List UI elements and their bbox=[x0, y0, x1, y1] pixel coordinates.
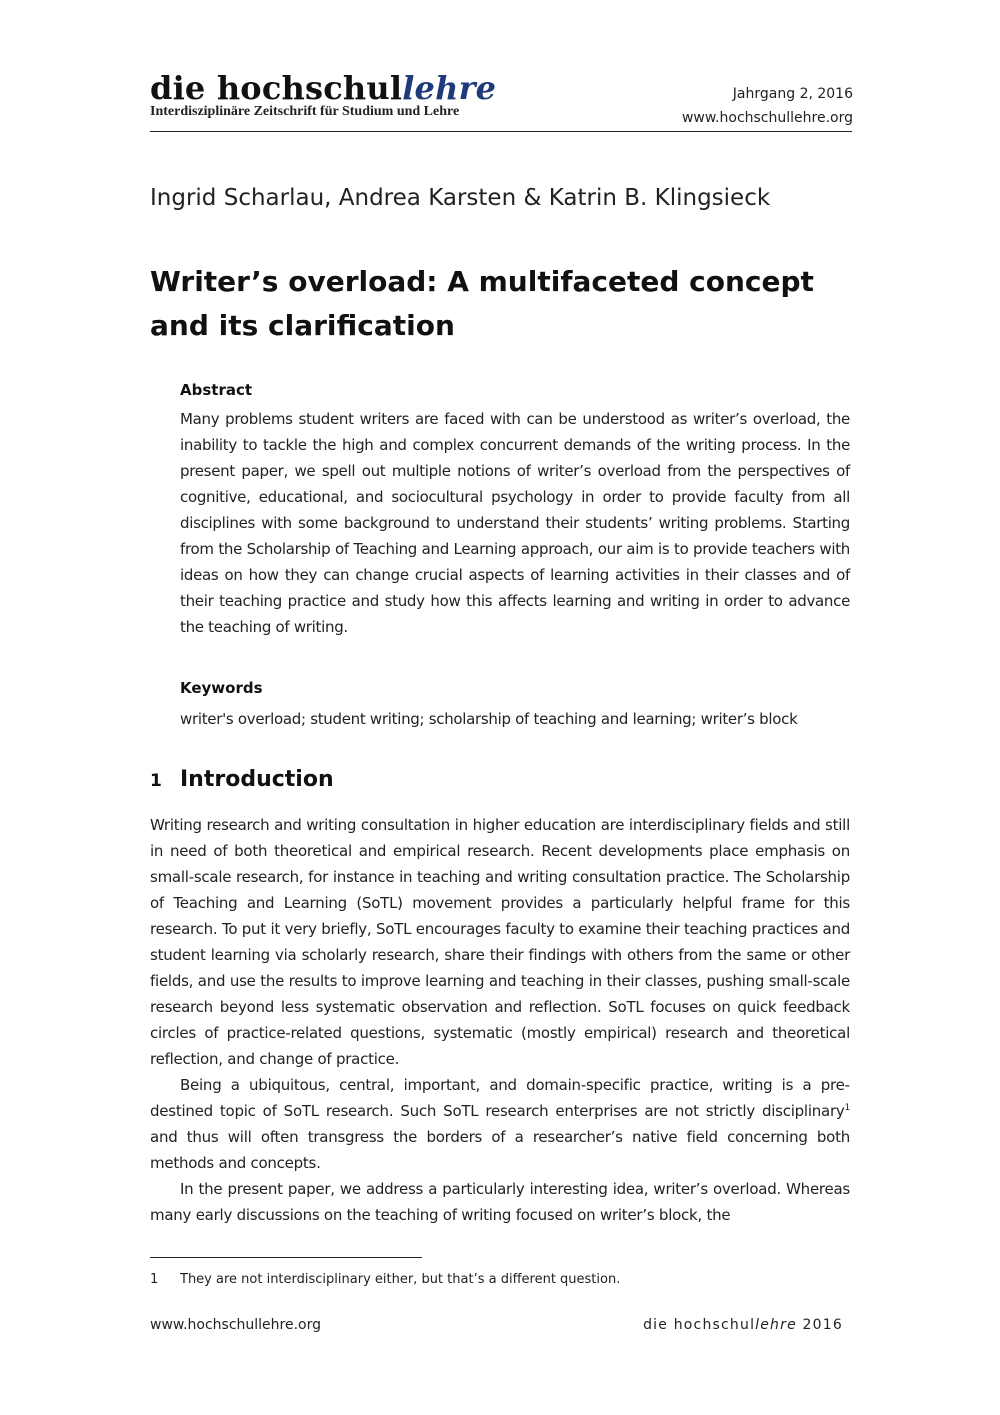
header-url: www.hochschullehre.org bbox=[681, 110, 853, 126]
keywords-heading: Keywords bbox=[180, 679, 263, 697]
footer-journal bbox=[643, 1314, 843, 1336]
abstract bbox=[180, 378, 850, 640]
journal-name-italic: lehre bbox=[402, 69, 497, 107]
footer-year: 2016 bbox=[796, 1317, 843, 1333]
footer-journal-italic: lehre bbox=[755, 1317, 797, 1333]
article-title: Writer’s overload: A multifaceted concept and its clarification bbox=[150, 265, 814, 342]
journal-subtitle: Interdisziplinäre Zeitschrift für Studium und Lehre bbox=[150, 104, 460, 119]
journal-masthead bbox=[150, 70, 496, 120]
footnote-number: 1 bbox=[150, 1272, 159, 1287]
paragraph-text: Being a ubiquitous, central, important, and domain-specific practice, writing is a predestined topic of SoTL research. Such SoTL research enterprises are not strictly disciplinary bbox=[150, 1076, 850, 1120]
footer-journal-plain: die hochschul bbox=[643, 1317, 756, 1333]
paragraph: In the present paper, we address a particularly interesting idea, writer’s overload. Whereas many early discussions on the teaching of writing focused on writer’s block, the bbox=[150, 1180, 850, 1224]
body-text bbox=[150, 812, 850, 1228]
footnote-text: They are not interdisciplinary either, but that’s a different question. bbox=[180, 1272, 621, 1287]
section-heading bbox=[150, 764, 334, 797]
authors: Ingrid Scharlau, Andrea Karsten & Katrin B. Klingsieck bbox=[150, 185, 771, 211]
abstract-text: Many problems student writers are faced with can be understood as writer’s overload, the inability to tackle the high and complex concurrent demands of the writing process. In the present paper, we spell out multiple notions of writer’s overload from the perspectives of cognitive, educational, and sociocultural psychology in order to provide faculty from all disciplines with some background to understand their students’ writing problems. Starting from the Scholarship of Teaching and Learning approach, our aim is to provide teachers with ideas on how they can change crucial aspects of learning activities in their classes and of their teaching practice and study how this affects learning and writing in order to advance the teaching of writing. bbox=[180, 410, 850, 636]
section-title: Introduction bbox=[180, 767, 334, 792]
footnote bbox=[150, 1270, 850, 1290]
keywords-text: writer's overload; student writing; scholarship of teaching and learning; writer’s block bbox=[180, 710, 798, 728]
paragraph-text: and thus will often transgress the borders of a researcher’s native field concerning both methods and concepts. bbox=[150, 1128, 850, 1172]
footnote-divider bbox=[150, 1257, 422, 1258]
section-number: 1 bbox=[150, 771, 162, 791]
footnote-reference[interactable]: 1 bbox=[844, 1103, 850, 1113]
keywords bbox=[180, 676, 870, 732]
footer-url: www.hochschullehre.org bbox=[150, 1317, 322, 1333]
paragraph bbox=[150, 1072, 850, 1176]
abstract-heading: Abstract bbox=[180, 381, 253, 399]
journal-name bbox=[150, 70, 496, 106]
journal-name-plain: die hochschul bbox=[150, 69, 403, 107]
header-divider bbox=[150, 131, 852, 132]
volume-info: Jahrgang 2, 2016 bbox=[732, 86, 853, 102]
header-info bbox=[682, 82, 853, 130]
paragraph: Writing research and writing consultation in higher education are interdisciplinary fields and still in need of both theoretical and empirical research. Recent developments place emphasis on small-scale research, for instance in teaching and writing consultation practice. The Scholarship of Teaching and Learning (SoTL) movement provides a particularly helpful frame for this research. To put it very briefly, SoTL encourages faculty to examine their teaching practices and student learning via scholarly research, share their findings with others from the same or other fields, and use the results to improve learning and teaching in their classes, pushing small-scale research beyond less systematic observation and reflection. SoTL focuses on quick feedback circles of practice-related questions, systematic (mostly empirical) research and theoretical reflection, and change of practice. bbox=[150, 816, 850, 1068]
